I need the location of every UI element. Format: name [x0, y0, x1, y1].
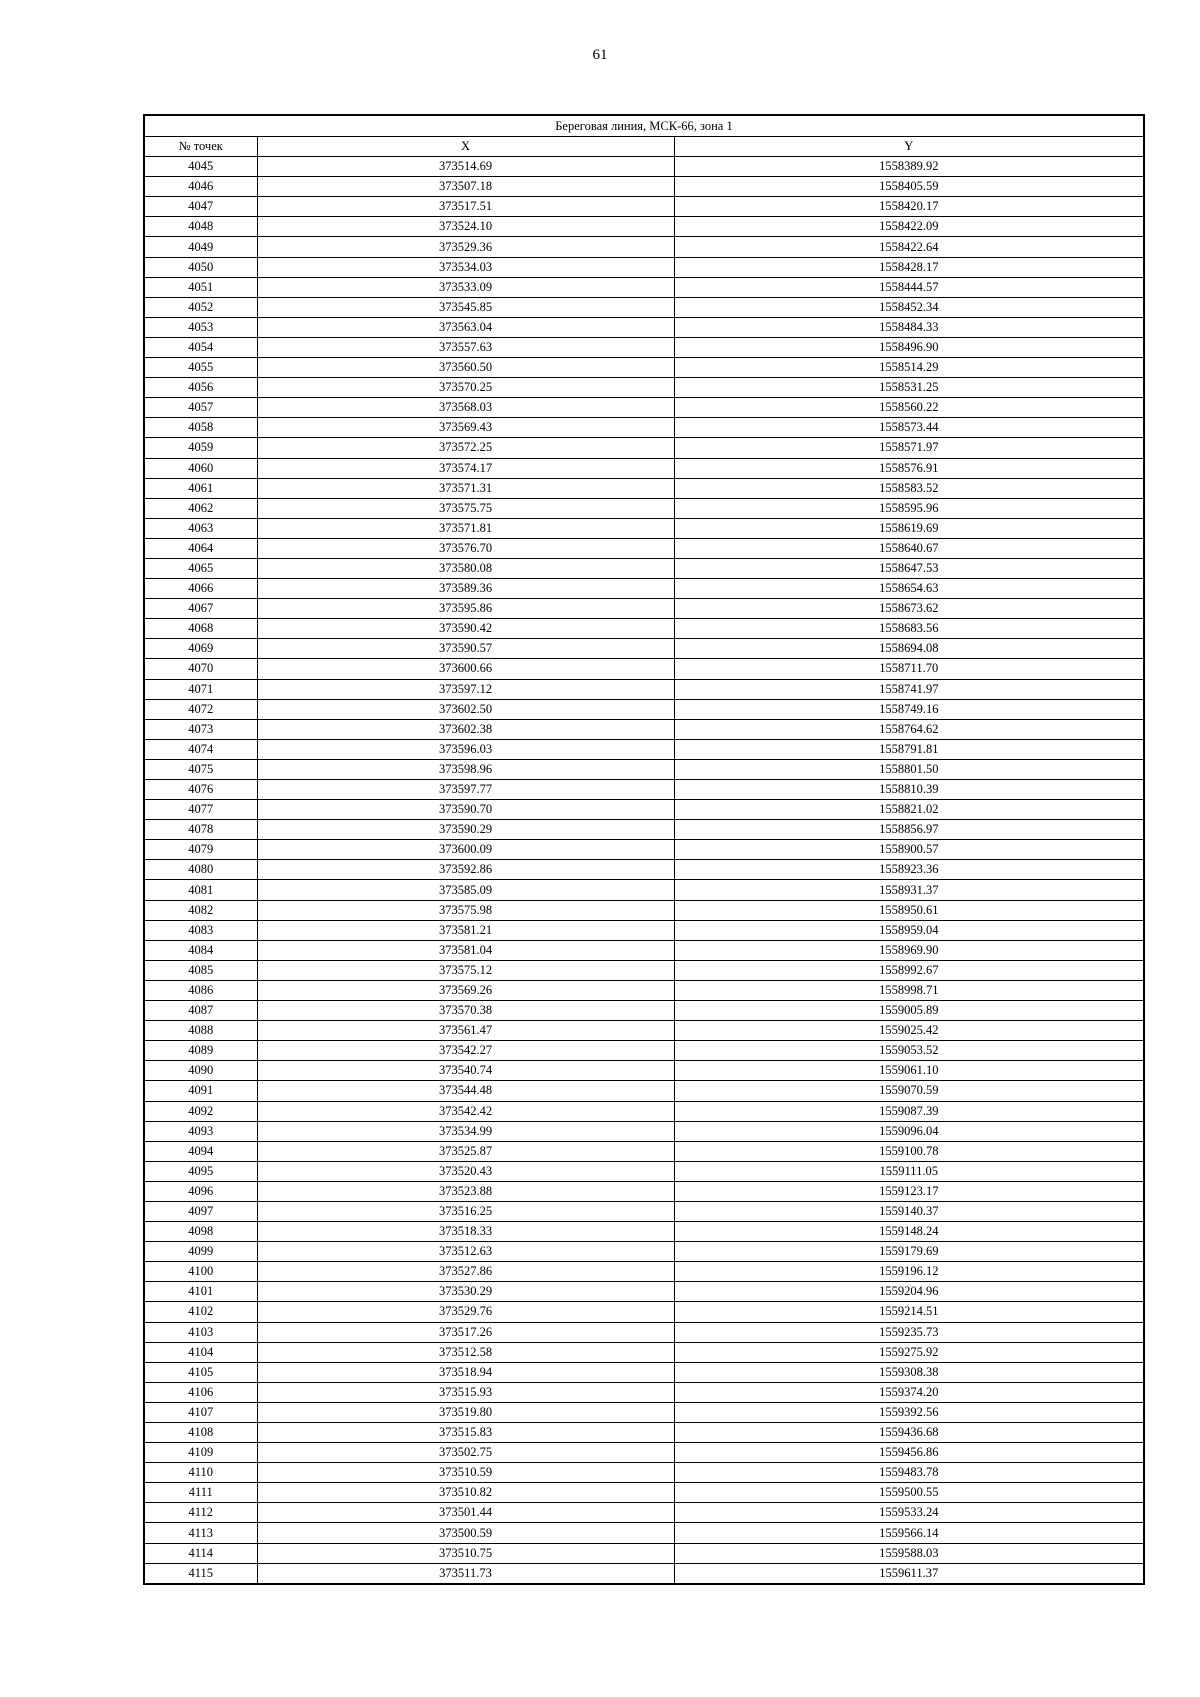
- x-coordinate-cell: 373511.73: [257, 1563, 674, 1584]
- table-row: [144, 297, 1144, 317]
- y-coordinate-cell: 1558810.39: [674, 780, 1144, 800]
- table-row: [144, 1061, 1144, 1081]
- y-coordinate-cell: 1558444.57: [674, 277, 1144, 297]
- x-coordinate-cell: 373598.96: [257, 759, 674, 779]
- point-number-cell: 4066: [144, 579, 257, 599]
- y-coordinate-cell: 1558923.36: [674, 860, 1144, 880]
- x-coordinate-cell: 373570.25: [257, 378, 674, 398]
- table-row: [144, 1121, 1144, 1141]
- x-coordinate-cell: 373596.03: [257, 739, 674, 759]
- x-coordinate-cell: 373568.03: [257, 398, 674, 418]
- point-number-cell: 4079: [144, 840, 257, 860]
- x-coordinate-cell: 373533.09: [257, 277, 674, 297]
- table-row: [144, 619, 1144, 639]
- y-coordinate-cell: 1559611.37: [674, 1563, 1144, 1584]
- table-row: [144, 1382, 1144, 1402]
- point-number-cell: 4081: [144, 880, 257, 900]
- table-row: [144, 659, 1144, 679]
- point-number-cell: 4110: [144, 1463, 257, 1483]
- x-coordinate-cell: 373520.43: [257, 1161, 674, 1181]
- point-number-cell: 4091: [144, 1081, 257, 1101]
- point-number-cell: 4085: [144, 960, 257, 980]
- y-coordinate-cell: 1559196.12: [674, 1262, 1144, 1282]
- y-coordinate-cell: 1558654.63: [674, 579, 1144, 599]
- point-number-cell: 4063: [144, 518, 257, 538]
- x-coordinate-cell: 373518.33: [257, 1222, 674, 1242]
- point-number-cell: 4078: [144, 820, 257, 840]
- point-number-cell: 4083: [144, 920, 257, 940]
- x-coordinate-cell: 373514.69: [257, 157, 674, 177]
- y-coordinate-cell: 1559087.39: [674, 1101, 1144, 1121]
- point-number-cell: 4062: [144, 498, 257, 518]
- y-coordinate-cell: 1558647.53: [674, 558, 1144, 578]
- table-row: [144, 157, 1144, 177]
- x-coordinate-cell: 373523.88: [257, 1181, 674, 1201]
- x-coordinate-cell: 373561.47: [257, 1021, 674, 1041]
- x-coordinate-cell: 373517.26: [257, 1322, 674, 1342]
- point-number-cell: 4053: [144, 317, 257, 337]
- x-coordinate-cell: 373569.43: [257, 418, 674, 438]
- x-coordinate-cell: 373595.86: [257, 599, 674, 619]
- table-row: [144, 1342, 1144, 1362]
- table-row: [144, 1201, 1144, 1221]
- y-coordinate-cell: 1558900.57: [674, 840, 1144, 860]
- table-row: [144, 820, 1144, 840]
- x-coordinate-cell: 373571.31: [257, 478, 674, 498]
- table-row: [144, 1503, 1144, 1523]
- point-number-cell: 4098: [144, 1222, 257, 1242]
- y-coordinate-cell: 1558422.64: [674, 237, 1144, 257]
- table-row: [144, 1181, 1144, 1201]
- x-coordinate-cell: 373575.98: [257, 900, 674, 920]
- x-coordinate-cell: 373557.63: [257, 337, 674, 357]
- x-coordinate-cell: 373576.70: [257, 538, 674, 558]
- y-coordinate-cell: 1559070.59: [674, 1081, 1144, 1101]
- x-coordinate-cell: 373534.03: [257, 257, 674, 277]
- x-coordinate-cell: 373569.26: [257, 980, 674, 1000]
- x-coordinate-cell: 373590.57: [257, 639, 674, 659]
- point-number-cell: 4090: [144, 1061, 257, 1081]
- x-coordinate-cell: 373574.17: [257, 458, 674, 478]
- y-coordinate-cell: 1558950.61: [674, 900, 1144, 920]
- y-coordinate-cell: 1558420.17: [674, 197, 1144, 217]
- page-number: 61: [592, 47, 608, 63]
- point-number-cell: 4108: [144, 1423, 257, 1443]
- y-coordinate-cell: 1558514.29: [674, 358, 1144, 378]
- point-number-cell: 4059: [144, 438, 257, 458]
- y-coordinate-cell: 1558595.96: [674, 498, 1144, 518]
- y-coordinate-cell: 1558560.22: [674, 398, 1144, 418]
- y-coordinate-cell: 1559100.78: [674, 1141, 1144, 1161]
- table-row: [144, 1302, 1144, 1322]
- table-row: [144, 1322, 1144, 1342]
- x-coordinate-cell: 373516.25: [257, 1201, 674, 1221]
- y-coordinate-cell: 1559096.04: [674, 1121, 1144, 1141]
- y-coordinate-cell: 1559308.38: [674, 1362, 1144, 1382]
- table-row: [144, 1081, 1144, 1101]
- point-number-cell: 4049: [144, 237, 257, 257]
- y-coordinate-cell: 1558422.09: [674, 217, 1144, 237]
- table-row: [144, 920, 1144, 940]
- table-row: [144, 538, 1144, 558]
- x-coordinate-cell: 373542.42: [257, 1101, 674, 1121]
- y-coordinate-cell: 1559456.86: [674, 1443, 1144, 1463]
- point-number-cell: 4106: [144, 1382, 257, 1402]
- point-number-cell: 4100: [144, 1262, 257, 1282]
- table-row: [144, 1362, 1144, 1382]
- point-number-cell: 4084: [144, 940, 257, 960]
- point-number-cell: 4050: [144, 257, 257, 277]
- table-row: [144, 1423, 1144, 1443]
- y-coordinate-cell: 1558389.92: [674, 157, 1144, 177]
- point-number-cell: 4045: [144, 157, 257, 177]
- table-row: [144, 257, 1144, 277]
- x-coordinate-cell: 373517.51: [257, 197, 674, 217]
- x-coordinate-cell: 373560.50: [257, 358, 674, 378]
- table-row: [144, 699, 1144, 719]
- y-coordinate-cell: 1558531.25: [674, 378, 1144, 398]
- y-coordinate-cell: 1559123.17: [674, 1181, 1144, 1201]
- point-number-cell: 4070: [144, 659, 257, 679]
- table-row: [144, 1543, 1144, 1563]
- y-coordinate-cell: 1558428.17: [674, 257, 1144, 277]
- point-number-cell: 4064: [144, 538, 257, 558]
- table-row: [144, 1443, 1144, 1463]
- point-number-cell: 4065: [144, 558, 257, 578]
- table-row: [144, 197, 1144, 217]
- x-coordinate-cell: 373544.48: [257, 1081, 674, 1101]
- coordinates-table: [143, 114, 1145, 1585]
- point-number-cell: 4109: [144, 1443, 257, 1463]
- table-row: [144, 398, 1144, 418]
- y-coordinate-cell: 1558931.37: [674, 880, 1144, 900]
- table-row: [144, 438, 1144, 458]
- y-coordinate-cell: 1558791.81: [674, 739, 1144, 759]
- table-row: [144, 1141, 1144, 1161]
- y-coordinate-cell: 1559500.55: [674, 1483, 1144, 1503]
- table-row: [144, 558, 1144, 578]
- table-row: [144, 1402, 1144, 1422]
- y-coordinate-cell: 1558619.69: [674, 518, 1144, 538]
- x-coordinate-cell: 373602.38: [257, 719, 674, 739]
- table-title-row: [144, 115, 1144, 137]
- table-row: [144, 1161, 1144, 1181]
- point-number-cell: 4046: [144, 177, 257, 197]
- point-number-cell: 4094: [144, 1141, 257, 1161]
- point-number-cell: 4077: [144, 800, 257, 820]
- x-coordinate-cell: 373507.18: [257, 177, 674, 197]
- y-coordinate-cell: 1558405.59: [674, 177, 1144, 197]
- table-row: [144, 378, 1144, 398]
- point-number-cell: 4097: [144, 1201, 257, 1221]
- x-coordinate-cell: 373590.70: [257, 800, 674, 820]
- y-coordinate-cell: 1558576.91: [674, 458, 1144, 478]
- table-row: [144, 337, 1144, 357]
- x-coordinate-cell: 373580.08: [257, 558, 674, 578]
- table-row: [144, 639, 1144, 659]
- y-coordinate-cell: 1559275.92: [674, 1342, 1144, 1362]
- x-coordinate-cell: 373570.38: [257, 1001, 674, 1021]
- point-number-cell: 4096: [144, 1181, 257, 1201]
- point-number-cell: 4114: [144, 1543, 257, 1563]
- x-coordinate-cell: 373512.63: [257, 1242, 674, 1262]
- y-coordinate-cell: 1558573.44: [674, 418, 1144, 438]
- y-coordinate-cell: 1559053.52: [674, 1041, 1144, 1061]
- y-coordinate-cell: 1559374.20: [674, 1382, 1144, 1402]
- point-number-cell: 4057: [144, 398, 257, 418]
- table-row: [144, 840, 1144, 860]
- y-coordinate-cell: 1558801.50: [674, 759, 1144, 779]
- point-number-cell: 4047: [144, 197, 257, 217]
- table-row: [144, 960, 1144, 980]
- point-number-cell: 4102: [144, 1302, 257, 1322]
- point-number-cell: 4095: [144, 1161, 257, 1181]
- y-coordinate-cell: 1559140.37: [674, 1201, 1144, 1221]
- y-coordinate-cell: 1558694.08: [674, 639, 1144, 659]
- x-coordinate-cell: 373600.09: [257, 840, 674, 860]
- y-coordinate-cell: 1559483.78: [674, 1463, 1144, 1483]
- table-row: [144, 1001, 1144, 1021]
- y-coordinate-cell: 1558711.70: [674, 659, 1144, 679]
- table-row: [144, 1282, 1144, 1302]
- x-coordinate-cell: 373592.86: [257, 860, 674, 880]
- x-coordinate-cell: 373529.76: [257, 1302, 674, 1322]
- point-number-cell: 4107: [144, 1402, 257, 1422]
- y-coordinate-cell: 1559025.42: [674, 1021, 1144, 1041]
- y-coordinate-cell: 1558969.90: [674, 940, 1144, 960]
- y-coordinate-cell: 1559533.24: [674, 1503, 1144, 1523]
- table-row: [144, 579, 1144, 599]
- y-coordinate-cell: 1558749.16: [674, 699, 1144, 719]
- point-number-cell: 4054: [144, 337, 257, 357]
- table-row: [144, 900, 1144, 920]
- point-number-cell: 4089: [144, 1041, 257, 1061]
- point-number-cell: 4086: [144, 980, 257, 1000]
- y-coordinate-cell: 1559392.56: [674, 1402, 1144, 1422]
- column-header-point-number: № точек: [144, 137, 257, 157]
- table-row: [144, 759, 1144, 779]
- point-number-cell: 4073: [144, 719, 257, 739]
- x-coordinate-cell: 373512.58: [257, 1342, 674, 1362]
- x-coordinate-cell: 373590.29: [257, 820, 674, 840]
- point-number-cell: 4060: [144, 458, 257, 478]
- table-row: [144, 478, 1144, 498]
- table-header-row: [144, 137, 1144, 157]
- point-number-cell: 4056: [144, 378, 257, 398]
- y-coordinate-cell: 1559005.89: [674, 1001, 1144, 1021]
- y-coordinate-cell: 1558821.02: [674, 800, 1144, 820]
- table-row: [144, 1483, 1144, 1503]
- point-number-cell: 4113: [144, 1523, 257, 1543]
- table-row: [144, 277, 1144, 297]
- point-number-cell: 4115: [144, 1563, 257, 1584]
- table-row: [144, 860, 1144, 880]
- y-coordinate-cell: 1559204.96: [674, 1282, 1144, 1302]
- point-number-cell: 4051: [144, 277, 257, 297]
- table-row: [144, 599, 1144, 619]
- x-coordinate-cell: 373589.36: [257, 579, 674, 599]
- point-number-cell: 4055: [144, 358, 257, 378]
- point-number-cell: 4112: [144, 1503, 257, 1523]
- y-coordinate-cell: 1559436.68: [674, 1423, 1144, 1443]
- column-header-x: X: [257, 137, 674, 157]
- table-row: [144, 800, 1144, 820]
- table-row: [144, 1222, 1144, 1242]
- y-coordinate-cell: 1559111.05: [674, 1161, 1144, 1181]
- y-coordinate-cell: 1559566.14: [674, 1523, 1144, 1543]
- x-coordinate-cell: 373597.12: [257, 679, 674, 699]
- point-number-cell: 4105: [144, 1362, 257, 1382]
- y-coordinate-cell: 1558856.97: [674, 820, 1144, 840]
- x-coordinate-cell: 373534.99: [257, 1121, 674, 1141]
- x-coordinate-cell: 373502.75: [257, 1443, 674, 1463]
- y-coordinate-cell: 1558992.67: [674, 960, 1144, 980]
- y-coordinate-cell: 1559214.51: [674, 1302, 1144, 1322]
- y-coordinate-cell: 1558959.04: [674, 920, 1144, 940]
- table-row: [144, 217, 1144, 237]
- table-row: [144, 1242, 1144, 1262]
- x-coordinate-cell: 373524.10: [257, 217, 674, 237]
- y-coordinate-cell: 1559061.10: [674, 1061, 1144, 1081]
- x-coordinate-cell: 373510.82: [257, 1483, 674, 1503]
- x-coordinate-cell: 373572.25: [257, 438, 674, 458]
- table-row: [144, 1563, 1144, 1584]
- table-row: [144, 177, 1144, 197]
- x-coordinate-cell: 373518.94: [257, 1362, 674, 1382]
- point-number-cell: 4069: [144, 639, 257, 659]
- point-number-cell: 4092: [144, 1101, 257, 1121]
- y-coordinate-cell: 1558496.90: [674, 337, 1144, 357]
- y-coordinate-cell: 1559235.73: [674, 1322, 1144, 1342]
- point-number-cell: 4048: [144, 217, 257, 237]
- table-row: [144, 1101, 1144, 1121]
- point-number-cell: 4103: [144, 1322, 257, 1342]
- point-number-cell: 4101: [144, 1282, 257, 1302]
- x-coordinate-cell: 373519.80: [257, 1402, 674, 1422]
- x-coordinate-cell: 373590.42: [257, 619, 674, 639]
- point-number-cell: 4075: [144, 759, 257, 779]
- table-row: [144, 1463, 1144, 1483]
- y-coordinate-cell: 1558571.97: [674, 438, 1144, 458]
- y-coordinate-cell: 1558741.97: [674, 679, 1144, 699]
- x-coordinate-cell: 373529.36: [257, 237, 674, 257]
- point-number-cell: 4061: [144, 478, 257, 498]
- table-row: [144, 1041, 1144, 1061]
- point-number-cell: 4088: [144, 1021, 257, 1041]
- table-row: [144, 418, 1144, 438]
- y-coordinate-cell: 1559179.69: [674, 1242, 1144, 1262]
- x-coordinate-cell: 373600.66: [257, 659, 674, 679]
- table-row: [144, 880, 1144, 900]
- x-coordinate-cell: 373515.83: [257, 1423, 674, 1443]
- point-number-cell: 4087: [144, 1001, 257, 1021]
- table-row: [144, 458, 1144, 478]
- y-coordinate-cell: 1558764.62: [674, 719, 1144, 739]
- table-row: [144, 1021, 1144, 1041]
- point-number-cell: 4076: [144, 780, 257, 800]
- table-row: [144, 518, 1144, 538]
- y-coordinate-cell: 1558998.71: [674, 980, 1144, 1000]
- point-number-cell: 4111: [144, 1483, 257, 1503]
- y-coordinate-cell: 1559588.03: [674, 1543, 1144, 1563]
- x-coordinate-cell: 373515.93: [257, 1382, 674, 1402]
- table-row: [144, 498, 1144, 518]
- x-coordinate-cell: 373542.27: [257, 1041, 674, 1061]
- x-coordinate-cell: 373530.29: [257, 1282, 674, 1302]
- point-number-cell: 4058: [144, 418, 257, 438]
- point-number-cell: 4104: [144, 1342, 257, 1362]
- point-number-cell: 4099: [144, 1242, 257, 1262]
- point-number-cell: 4068: [144, 619, 257, 639]
- x-coordinate-cell: 373500.59: [257, 1523, 674, 1543]
- table-title: Береговая линия, МСК-66, зона 1: [144, 115, 1144, 137]
- table-row: [144, 317, 1144, 337]
- y-coordinate-cell: 1558583.52: [674, 478, 1144, 498]
- table-row: [144, 719, 1144, 739]
- point-number-cell: 4074: [144, 739, 257, 759]
- table-row: [144, 739, 1144, 759]
- x-coordinate-cell: 373545.85: [257, 297, 674, 317]
- x-coordinate-cell: 373510.59: [257, 1463, 674, 1483]
- table-row: [144, 980, 1144, 1000]
- x-coordinate-cell: 373581.04: [257, 940, 674, 960]
- x-coordinate-cell: 373602.50: [257, 699, 674, 719]
- x-coordinate-cell: 373581.21: [257, 920, 674, 940]
- point-number-cell: 4071: [144, 679, 257, 699]
- table-row: [144, 237, 1144, 257]
- point-number-cell: 4093: [144, 1121, 257, 1141]
- x-coordinate-cell: 373525.87: [257, 1141, 674, 1161]
- x-coordinate-cell: 373510.75: [257, 1543, 674, 1563]
- x-coordinate-cell: 373597.77: [257, 780, 674, 800]
- column-header-y: Y: [674, 137, 1144, 157]
- x-coordinate-cell: 373575.75: [257, 498, 674, 518]
- y-coordinate-cell: 1558673.62: [674, 599, 1144, 619]
- y-coordinate-cell: 1558452.34: [674, 297, 1144, 317]
- point-number-cell: 4082: [144, 900, 257, 920]
- x-coordinate-cell: 373571.81: [257, 518, 674, 538]
- table-row: [144, 358, 1144, 378]
- y-coordinate-cell: 1558683.56: [674, 619, 1144, 639]
- x-coordinate-cell: 373527.86: [257, 1262, 674, 1282]
- point-number-cell: 4052: [144, 297, 257, 317]
- x-coordinate-cell: 373540.74: [257, 1061, 674, 1081]
- table-row: [144, 940, 1144, 960]
- x-coordinate-cell: 373501.44: [257, 1503, 674, 1523]
- point-number-cell: 4080: [144, 860, 257, 880]
- table-row: [144, 1523, 1144, 1543]
- table-row: [144, 1262, 1144, 1282]
- x-coordinate-cell: 373563.04: [257, 317, 674, 337]
- table-row: [144, 780, 1144, 800]
- table-body: [144, 157, 1144, 1584]
- x-coordinate-cell: 373585.09: [257, 880, 674, 900]
- point-number-cell: 4072: [144, 699, 257, 719]
- point-number-cell: 4067: [144, 599, 257, 619]
- y-coordinate-cell: 1559148.24: [674, 1222, 1144, 1242]
- x-coordinate-cell: 373575.12: [257, 960, 674, 980]
- y-coordinate-cell: 1558484.33: [674, 317, 1144, 337]
- y-coordinate-cell: 1558640.67: [674, 538, 1144, 558]
- table-row: [144, 679, 1144, 699]
